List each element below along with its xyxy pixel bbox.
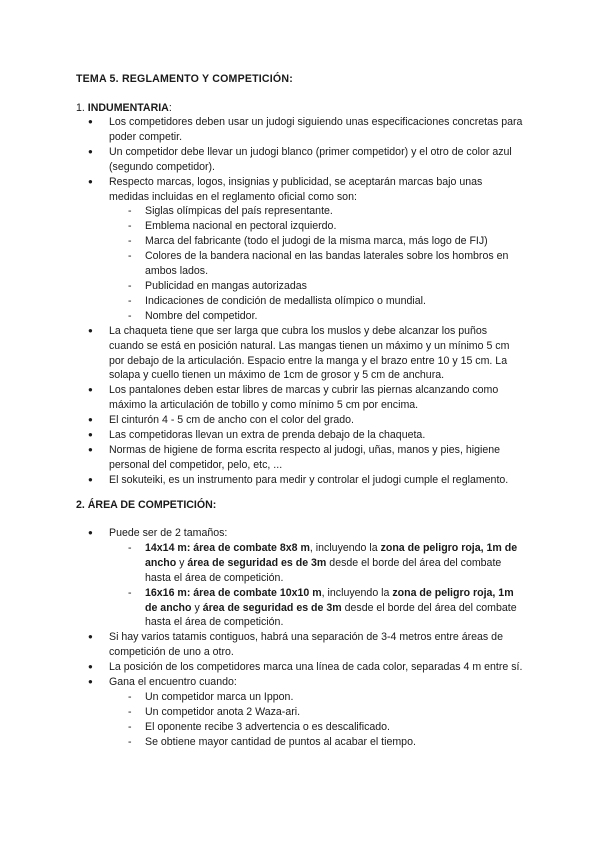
list-item: ● Los competidores deben usar un judogi siguiendo unas especificaciones concretas para poder competir.: [0, 115, 600, 145]
sublist-item: - Se obtiene mayor cantidad de puntos al acabar el tiempo.: [109, 735, 524, 750]
sublist-item: - Siglas olímpicas del país representante.: [109, 204, 524, 219]
size-text: , incluyendo la: [321, 586, 393, 599]
list-item: ● El cinturón 4 - 5 cm de ancho con el color del grado.: [0, 413, 600, 428]
sublist-item: - Publicidad en mangas autorizadas: [109, 279, 524, 294]
marks-sublist: [109, 204, 524, 323]
sublist-item: - Nombre del competidor.: [109, 309, 524, 324]
section-1-number: 1.: [76, 102, 85, 114]
section-1-heading: [76, 101, 172, 116]
danger-zone: zona de peligro roja, 1m de ancho: [145, 541, 518, 569]
list-item: ● Los pantalones deben estar libres de marcas y cubrir las piernas alcanzando como máximo la articulación de tobillo y como mínimo 5 cm por encima.: [0, 383, 600, 413]
sublist-item: [109, 541, 524, 586]
document-title: TEMA 5. REGLAMENTO Y COMPETICIÓN:: [76, 73, 293, 85]
sublist-item: - Un competidor marca un Ippon.: [109, 690, 524, 705]
section-2-list: [0, 526, 600, 750]
list-item: [0, 526, 600, 630]
sublist-item: - Indicaciones de condición de medallista olímpico o mundial.: [109, 294, 524, 309]
size-label: 16x16 m: área de combate 10x10 m: [145, 586, 322, 599]
safety-area: área de seguridad es de 3m: [202, 601, 342, 614]
size-text: y: [191, 601, 203, 614]
size-text: y: [176, 556, 188, 569]
section-2-heading: 2. ÁREA DE COMPETICIÓN:: [76, 499, 217, 511]
size-label: 14x14 m: área de combate 8x8 m: [145, 541, 310, 554]
list-item: ● La posición de los competidores marca una línea de cada color, separadas 4 m entre sí.: [0, 660, 600, 675]
sublist-item: - Marca del fabricante (todo el judogi de la misma marca, más logo de FIJ): [109, 234, 524, 249]
sizes-sublist: [109, 541, 524, 630]
list-item: ● Las competidoras llevan un extra de prenda debajo de la chaqueta.: [0, 428, 600, 443]
list-item: ● Un competidor debe llevar un judogi blanco (primer competidor) y el otro de color azul (segundo competidor).: [0, 145, 600, 175]
list-item-text: Puede ser de 2 tamaños:: [109, 527, 228, 539]
list-item-text: Respecto marcas, logos, insignias y publicidad, se aceptarán marcas bajo unas medidas incluidas en el reglamento oficial como son:: [109, 175, 483, 203]
list-item: [0, 675, 600, 750]
list-item: ● El sokuteiki, es un instrumento para medir y controlar el judogi cumple el reglamento.: [0, 473, 600, 488]
danger-zone: zona de peligro roja, 1m de ancho: [145, 586, 514, 614]
list-item-text: Gana el encuentro cuando:: [109, 676, 237, 689]
list-item: ● Si hay varios tatamis contiguos, habrá una separación de 3-4 metros entre áreas de competición de uno a otro.: [0, 630, 600, 660]
sublist-item: - Un competidor anota 2 Waza-ari.: [109, 705, 524, 720]
list-item: [0, 175, 600, 324]
section-1-colon: :: [168, 102, 172, 114]
section-1-title: INDUMENTARIA: [87, 102, 169, 114]
size-text: , incluyendo la: [309, 541, 381, 554]
size-text: desde el borde del área del combate hasta el área de competición.: [145, 601, 517, 629]
sublist-item: [109, 586, 524, 631]
list-item: ● Normas de higiene de forma escrita respecto al judogi, uñas, manos y pies, higiene personal del competidor, pelo, etc, ...: [0, 443, 600, 473]
sublist-item: - Colores de la bandera nacional en las bandas laterales sobre los hombros en ambos lados.: [109, 249, 524, 279]
sublist-item: - Emblema nacional en pectoral izquierdo.: [109, 219, 524, 234]
size-text: desde el borde del área del combate hasta el área de competición.: [145, 556, 502, 584]
section-1-list: [0, 115, 600, 488]
safety-area: área de seguridad es de 3m: [187, 556, 327, 569]
list-item: ● La chaqueta tiene que ser larga que cubra los muslos y debe alcanzar los puños cuando se está en posición natural. Las mangas tienen un máximo y un mínimo 5 cm por debajo de la articulación. Espacio entre la manga y el brazo entre 10 y 15 cm. La solapa y cuello tienen un máximo de 1cm de grosor y 5 cm de anchura.: [0, 324, 600, 384]
win-sublist: [109, 690, 524, 750]
sublist-item: - El oponente recibe 3 advertencia o es descalificado.: [109, 720, 524, 735]
